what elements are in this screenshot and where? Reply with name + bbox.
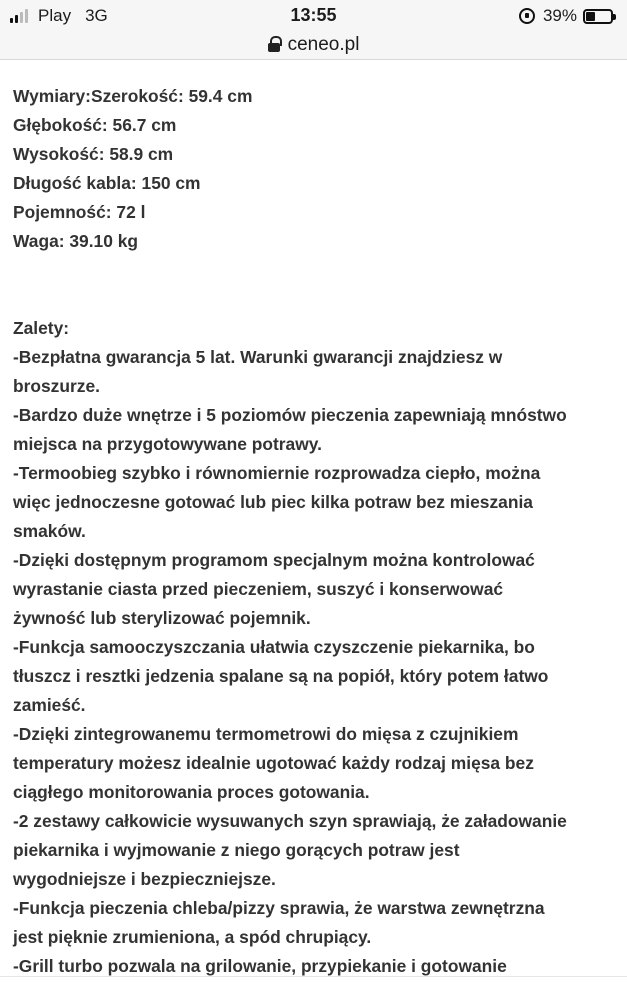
advantage-line: -Grill turbo pozwala na grilowanie, przypiekanie i gotowanie	[13, 956, 507, 976]
specs-block	[13, 82, 613, 256]
status-right	[519, 6, 613, 26]
spec-line: Pojemność: 72 l	[13, 202, 146, 222]
advantage-line: -Dzięki zintegrowanemu termometrowi do mięsa z czujnikiem	[13, 724, 519, 744]
advantage-line: jest pięknie zrumieniona, a spód chrupiący.	[13, 927, 372, 947]
advantage-line: -Funkcja pieczenia chleba/pizzy sprawia, że warstwa zewnętrzna	[13, 898, 545, 918]
advantage-line: temperatury możesz idealnie ugotować każdy rodzaj mięsa bez	[13, 753, 534, 773]
spec-line: Głębokość: 56.7 cm	[13, 115, 177, 135]
advantage-line: broszurze.	[13, 376, 100, 396]
advantage-line: -Termoobieg szybko i równomiernie rozprowadza ciepło, można	[13, 463, 541, 483]
advantage-line: miejsca na przygotowywane potrawy.	[13, 434, 322, 454]
spacer	[13, 256, 613, 314]
spec-line: Waga: 39.10 kg	[13, 231, 139, 251]
advantage-line: zamieść.	[13, 695, 86, 715]
advantage-line: wyrastanie ciasta przed pieczeniem, suszyć i konserwować	[13, 579, 504, 599]
advantage-line: -2 zestawy całkowicie wysuwanych szyn sprawiają, że załadowanie	[13, 811, 567, 831]
advantage-line: smaków.	[13, 521, 86, 541]
advantage-line: wygodniejsze i bezpieczniejsze.	[13, 869, 276, 889]
address-bar[interactable]	[0, 30, 627, 60]
spec-line: Wymiary:Szerokość: 59.4 cm	[13, 86, 253, 106]
advantage-line: ciągłego monitorowania proces gotowania.	[13, 782, 370, 802]
advantage-line: -Dzięki dostępnym programom specjalnym można kontrolować	[13, 550, 535, 570]
status-time: 13:55	[290, 5, 337, 25]
spec-line: Wysokość: 58.9 cm	[13, 144, 174, 164]
advantage-line: -Bezpłatna gwarancja 5 lat. Warunki gwarancji znajdziesz w	[13, 347, 503, 367]
advantage-line: więc jednoczesne gotować lub piec kilka potraw bez mieszania	[13, 492, 533, 512]
address-domain[interactable]: ceneo.pl	[287, 33, 360, 55]
network-type: 3G	[85, 6, 108, 25]
advantage-line: -Funkcja samooczyszczania ułatwia czyszczenie piekarnika, bo	[13, 637, 535, 657]
advantages-block	[13, 314, 613, 981]
lock-icon	[268, 39, 280, 53]
status-bar	[0, 0, 627, 30]
product-description	[13, 82, 613, 981]
bottom-toolbar	[0, 976, 627, 1000]
advantage-line: żywność lub sterylizować pojemnik.	[13, 608, 311, 628]
advantage-line: -Bardzo duże wnętrze i 5 poziomów pieczenia zapewniają mnóstwo	[13, 405, 567, 425]
orientation-lock-icon	[519, 8, 535, 24]
advantage-line: piekarnika i wyjmowanie z niego gorących potraw jest	[13, 840, 460, 860]
advantages-heading: Zalety:	[13, 318, 70, 338]
advantage-line: tłuszcz i resztki jedzenia spalane są na popiół, który potem łatwo	[13, 666, 549, 686]
battery-icon	[583, 9, 613, 24]
battery-percent: 39%	[542, 6, 577, 25]
spec-line: Długość kabla: 150 cm	[13, 173, 201, 193]
carrier-name: Play	[38, 6, 72, 25]
